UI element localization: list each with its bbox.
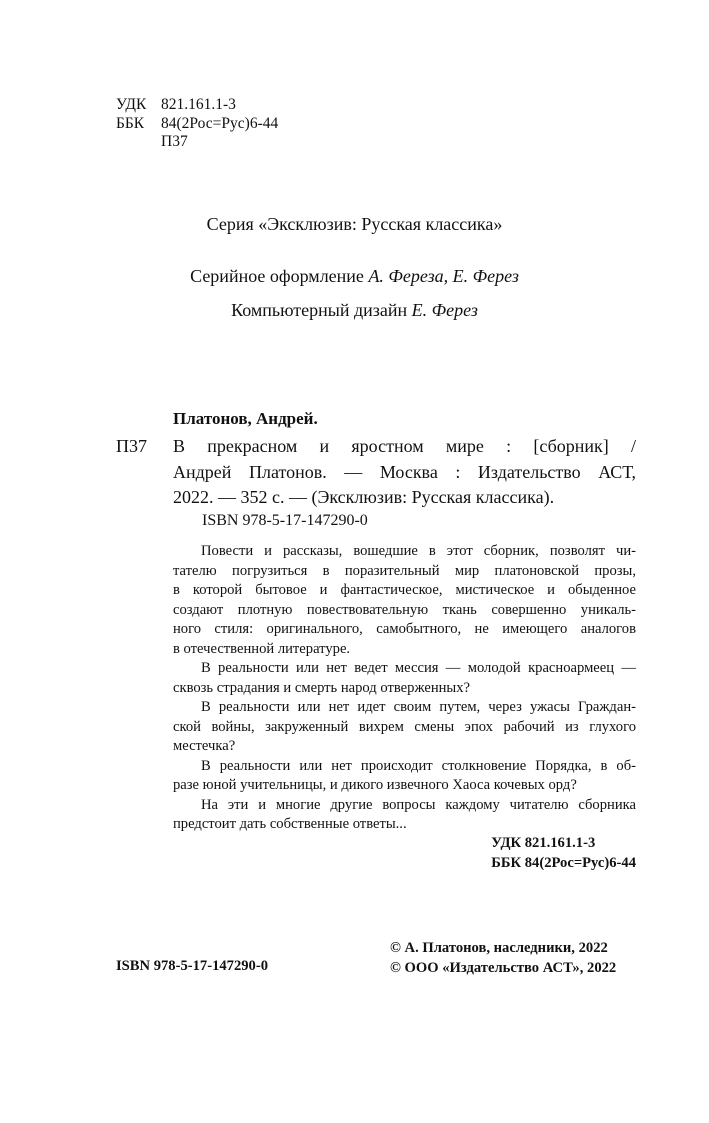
computer-design-credit xyxy=(0,300,709,321)
annotation-line: в отечественной литературе. xyxy=(173,640,351,657)
bbk-value: 84(2Рос=Рус)6-44 xyxy=(161,114,279,132)
annotation-line: В реальности или нет идет своим путем, через ужасы Граждан- xyxy=(201,699,636,715)
classification-bottom xyxy=(491,833,636,873)
annotation-line: В реальности или нет ведет мессия — молодой красноармеец — xyxy=(201,660,636,676)
annotation-line: разе юной учительницы, и дикого извечного Хаоса кочевых орд? xyxy=(173,777,577,793)
copyright-author: © А. Платонов, наследники, 2022 xyxy=(390,940,608,956)
annotation-line: создают плотную повествовательную ткань совершенно уникаль- xyxy=(173,601,636,618)
annotation xyxy=(173,542,636,835)
author-heading: Платонов, Андрей. xyxy=(173,409,318,428)
udk-bottom: УДК 821.161.1-3 xyxy=(491,835,596,851)
bbk-bottom: ББК 84(2Рос=Рус)6-44 xyxy=(491,855,636,871)
bbk-row xyxy=(116,115,278,134)
serial-design-names: А. Фереза, Е. Ферез xyxy=(368,266,519,286)
annotation-line: в которой бытовое и фантастическое, мистическое и обыденное xyxy=(173,582,636,598)
bibliographic-description xyxy=(173,434,636,511)
annotation-line: предстоит дать собственные ответы... xyxy=(173,816,407,832)
annotation-line: местечка? xyxy=(173,738,236,754)
udk-value: 821.161.1-3 xyxy=(161,96,236,113)
annotation-line: В реальности или нет происходит столкновение Порядка, в об- xyxy=(201,757,636,774)
series-title: Серия «Эксклюзив: Русская классика» xyxy=(206,214,503,234)
annotation-line: ного стиля: оригинального, самобытного, не имеющего аналогов xyxy=(173,621,636,637)
computer-design-prefix: Компьютерный дизайн xyxy=(231,300,412,320)
annotation-line: На эти и многие другие вопросы каждому читателю сборника xyxy=(201,796,636,813)
classification-codes xyxy=(116,96,278,152)
isbn-bottom: ISBN 978-5-17-147290-0 xyxy=(116,958,269,974)
copyright-block xyxy=(390,938,616,978)
author-mark: П37 xyxy=(161,133,188,150)
entry-isbn: ISBN 978-5-17-147290-0 xyxy=(202,512,368,529)
udk-label: УДК xyxy=(116,96,147,113)
annotation-line: тателю погрузиться в поразительный мир платоновской прозы, xyxy=(173,562,636,579)
annotation-line: Повести и рассказы, вошедшие в этот сборник, позволят чи- xyxy=(201,543,636,559)
serial-design-credit xyxy=(0,266,709,287)
entry-mark: П37 xyxy=(116,436,147,456)
annotation-line: ской войны, закруженный вихрем смены эпох рабочий из глухого xyxy=(173,718,636,735)
copyright-publisher: © ООО «Издательство АСТ», 2022 xyxy=(390,960,617,976)
biblio-line: В прекрасном и яростном мире : [сборник] / xyxy=(173,436,636,456)
udk-row xyxy=(116,96,278,115)
bbk-label: ББК xyxy=(116,114,145,132)
biblio-line: Андрей Платонов. — Москва : Издательство АСТ, xyxy=(173,461,636,482)
biblio-line: 2022. — 352 с. — (Эксклюзив: Русская классика). xyxy=(173,487,555,507)
author-mark-row xyxy=(116,133,278,152)
annotation-line: сквозь страдания и смерть народ отверженных? xyxy=(173,679,471,696)
serial-design-prefix: Серийное оформление xyxy=(190,266,369,286)
computer-design-name: Е. Ферез xyxy=(411,300,478,320)
